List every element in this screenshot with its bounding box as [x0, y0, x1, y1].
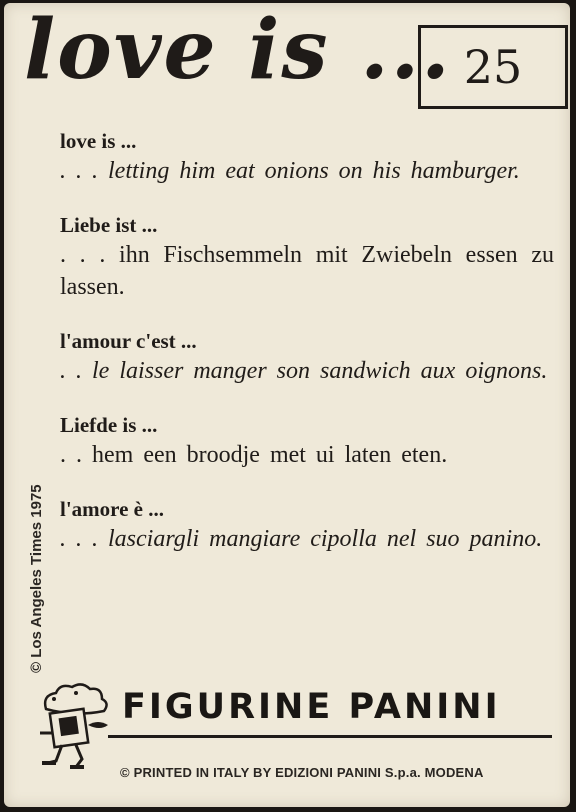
entry-dutch	[60, 411, 554, 471]
entry-lead: l'amour c'est ...	[60, 329, 197, 353]
love-is-title: love is ...	[24, 3, 452, 98]
entry-text: . . . letting him eat onions on his hamburger.	[60, 158, 520, 184]
entry-lead: Liebe ist ...	[60, 213, 158, 237]
copyright-vertical: © Los Angeles Times 1975	[28, 484, 45, 673]
printed-in-italy-line: © PRINTED IN ITALY BY EDIZIONI PANINI S.p.a. MODENA	[120, 765, 484, 780]
entry-text: . . hem een broodje met ui laten eten.	[60, 442, 448, 468]
entry-lead: Liefde is ...	[60, 413, 158, 437]
panini-mascot-icon	[32, 683, 116, 779]
card-number: 25	[463, 40, 523, 94]
entry-french	[60, 327, 554, 387]
entry-english	[60, 127, 554, 187]
brand-wordmark: FIGURINE PANINI	[122, 687, 501, 727]
card-number-box	[418, 25, 568, 109]
sticker-card	[4, 3, 570, 807]
entry-text: . . le laisser manger son sandwich aux oignons.	[60, 358, 548, 384]
entry-german	[60, 211, 554, 303]
translations-list	[60, 127, 554, 579]
entry-text: . . . ihn Fischsemmeln mit Zwiebeln essen zu lassen.	[60, 242, 554, 300]
entry-lead: l'amore è ...	[60, 497, 164, 521]
entry-text: . . . lasciargli mangiare cipolla nel suo panino.	[60, 526, 543, 552]
entry-lead: love is ...	[60, 129, 137, 153]
brand-underline	[108, 735, 552, 738]
entry-italian	[60, 495, 554, 555]
